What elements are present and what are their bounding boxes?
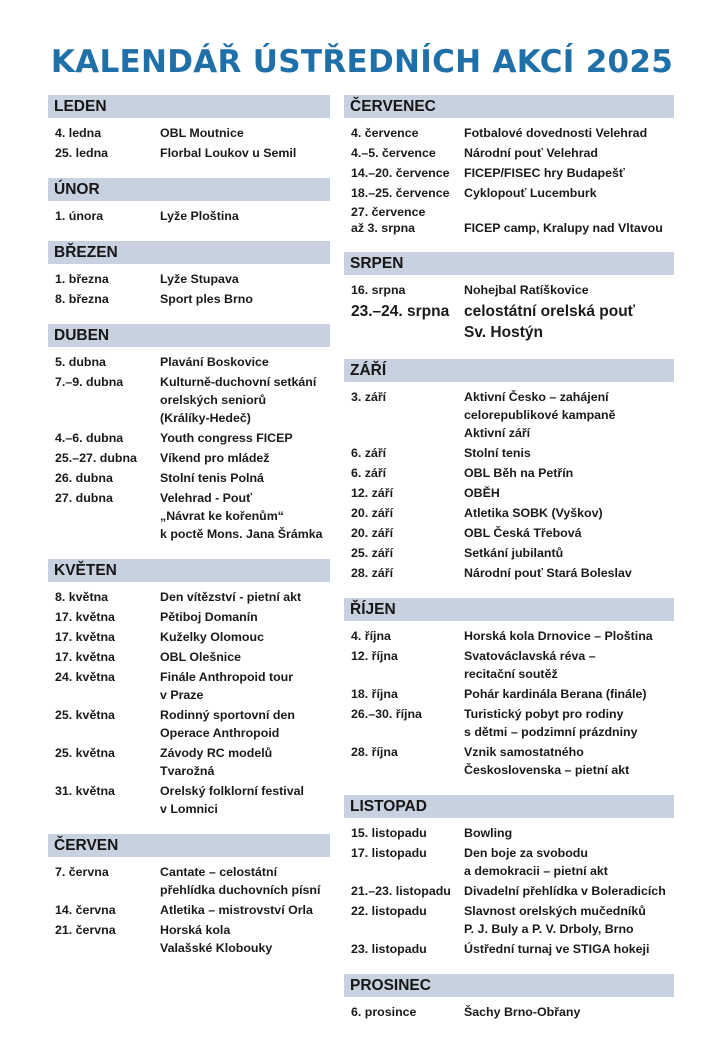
event-name: OBL Olešnice — [160, 650, 242, 664]
page-title: KALENDÁŘ ÚSTŘEDNÍCH AKCÍ 2025 — [50, 44, 674, 80]
event-name: Turistický pobyt pro rodiny s dětmi – podzimní prázdniny — [464, 707, 638, 739]
event-date: 17. května — [55, 610, 115, 624]
event-name: Lyže Ploština — [160, 209, 239, 223]
event-row — [48, 449, 330, 467]
event-row — [344, 564, 674, 582]
event-date: 5. dubna — [55, 355, 106, 369]
event-row — [48, 744, 330, 780]
event-date: 23. listopadu — [351, 942, 427, 956]
event-date: 12. září — [351, 486, 394, 500]
event-date: 1. března — [55, 272, 109, 286]
month-section — [344, 359, 674, 582]
event-date: 4.–5. července — [351, 146, 436, 160]
event-row — [344, 824, 674, 842]
month-section — [344, 95, 674, 236]
event-name: celostátní orelská pouť Sv. Hostýn — [464, 303, 636, 341]
event-row — [344, 388, 674, 442]
event-row — [344, 484, 674, 502]
event-row — [344, 444, 674, 462]
event-name: Cantate – celostátní přehlídka duchovních písní — [160, 865, 321, 897]
event-name: Nohejbal Ratíškovice — [464, 283, 589, 297]
event-row — [48, 290, 330, 308]
event-name: Atletika SOBK (Vyškov) — [464, 506, 603, 520]
event-row — [48, 782, 330, 818]
month-section — [48, 241, 330, 308]
event-date: 17. května — [55, 650, 115, 664]
event-name: Cyklopouť Lucemburk — [464, 186, 597, 200]
event-date: 6. prosince — [351, 1005, 417, 1019]
event-row — [48, 588, 330, 606]
event-date: 12. října — [351, 649, 398, 663]
event-name: Horská kola Valašské Klobouky — [160, 923, 273, 955]
event-name: Setkání jubilantů — [464, 546, 564, 560]
event-date: 14. června — [55, 903, 116, 917]
event-name: Velehrad - Pouť „Návrat ke kořenům“ k poctě Mons. Jana Šrámka — [160, 491, 323, 541]
event-row — [48, 921, 330, 957]
event-row — [344, 627, 674, 645]
month-header: ČERVEN — [48, 834, 330, 857]
event-name: Plavání Boskovice — [160, 355, 269, 369]
event-date: 21. června — [55, 923, 116, 937]
event-name: Divadelní přehlídka v Boleradicích — [464, 884, 666, 898]
event-name: Den vítězství - pietní akt — [160, 590, 302, 604]
month-header: LEDEN — [48, 95, 330, 118]
event-date: 25. září — [351, 546, 394, 560]
event-row — [344, 844, 674, 880]
month-header: SRPEN — [344, 252, 674, 275]
event-name: Slavnost orelských mučedníků P. J. Buly a P. V. Drboly, Brno — [464, 904, 646, 936]
right-column — [344, 95, 674, 1037]
event-row — [48, 353, 330, 371]
event-row — [48, 668, 330, 704]
event-name: Orelský folklorní festival v Lomnici — [160, 784, 304, 816]
month-header: ČERVENEC — [344, 95, 674, 118]
event-name: Finále Anthropoid tour v Praze — [160, 670, 294, 702]
event-row — [344, 204, 674, 236]
event-row — [344, 1003, 674, 1021]
event-row — [344, 164, 674, 182]
event-row — [344, 281, 674, 299]
event-row — [344, 124, 674, 142]
event-name: FICEP camp, Kralupy nad Vltavou — [464, 221, 663, 235]
event-date: 21.–23. listopadu — [351, 884, 451, 898]
event-row — [344, 544, 674, 562]
event-name: Sport ples Brno — [160, 292, 253, 306]
event-name: Aktivní Česko – zahájení celorepublikové kampaně Aktivní září — [464, 390, 616, 440]
month-header: ÚNOR — [48, 178, 330, 201]
month-header: PROSINEC — [344, 974, 674, 997]
event-row — [344, 647, 674, 683]
event-date: 3. září — [351, 390, 387, 404]
event-date: 8. května — [55, 590, 109, 604]
event-row — [48, 863, 330, 899]
event-row — [344, 184, 674, 202]
event-date: 28. září — [351, 566, 394, 580]
event-row — [48, 429, 330, 447]
event-name: Kulturně-duchovní setkání orelských seniorů (Králíky-Hedeč) — [160, 375, 317, 425]
event-date: 22. listopadu — [351, 904, 427, 918]
event-name: OBL Česká Třebová — [464, 526, 582, 540]
event-row — [48, 144, 330, 162]
event-date: 18. října — [351, 687, 398, 701]
event-date: 4. července — [351, 126, 419, 140]
event-name: Atletika – mistrovství Orla — [160, 903, 313, 917]
event-row — [48, 124, 330, 142]
event-date: 25. května — [55, 746, 115, 760]
event-row — [344, 301, 674, 343]
event-date: 20. září — [351, 526, 394, 540]
event-date: 14.–20. července — [351, 166, 450, 180]
month-section — [48, 324, 330, 543]
event-row — [344, 882, 674, 900]
month-section — [344, 598, 674, 779]
event-name: Pětiboj Domanín — [160, 610, 258, 624]
event-date: 17. května — [55, 630, 115, 644]
event-date: 26. dubna — [55, 471, 113, 485]
month-header: ZÁŘÍ — [344, 359, 674, 382]
event-date: 7. června — [55, 865, 109, 879]
month-section — [344, 974, 674, 1021]
event-date: 8. března — [55, 292, 109, 306]
event-name: OBL Moutnice — [160, 126, 244, 140]
event-row — [48, 608, 330, 626]
event-name: Víkend pro mládež — [160, 451, 270, 465]
month-header: KVĚTEN — [48, 559, 330, 582]
event-name: Bowling — [464, 826, 513, 840]
event-name: Lyže Stupava — [160, 272, 239, 286]
event-date: 31. května — [55, 784, 115, 798]
event-date: 1. února — [55, 209, 104, 223]
month-section — [48, 834, 330, 957]
event-name: Stolní tenis Polná — [160, 471, 264, 485]
event-name: FICEP/FISEC hry Budapešť — [464, 166, 625, 180]
event-row — [48, 469, 330, 487]
event-name: Den boje za svobodu a demokracii – pietní akt — [464, 846, 608, 878]
event-date: 6. září — [351, 446, 387, 460]
event-date: 24. května — [55, 670, 115, 684]
event-row — [344, 524, 674, 542]
event-date: 26.–30. října — [351, 707, 422, 721]
event-date: 20. září — [351, 506, 394, 520]
event-date: 28. října — [351, 745, 398, 759]
event-date: 17. listopadu — [351, 846, 427, 860]
event-date: 7.–9. dubna — [55, 375, 124, 389]
event-row — [48, 373, 330, 427]
event-date: 4. října — [351, 629, 391, 643]
event-date: 27. července až 3. srpna — [351, 205, 426, 235]
event-name: Vznik samostatného Československa – pietní akt — [464, 745, 630, 777]
event-name: Florbal Loukov u Semil — [160, 146, 297, 160]
left-column — [48, 95, 330, 973]
month-header: DUBEN — [48, 324, 330, 347]
event-row — [48, 207, 330, 225]
event-date: 25. ledna — [55, 146, 109, 160]
event-name: Kuželky Olomouc — [160, 630, 264, 644]
event-name: Fotbalové dovednosti Velehrad — [464, 126, 648, 140]
event-name: OBL Běh na Petřín — [464, 466, 574, 480]
event-row — [344, 685, 674, 703]
event-row — [48, 901, 330, 919]
event-row — [344, 902, 674, 938]
event-date: 25.–27. dubna — [55, 451, 137, 465]
event-name: Národní pouť Velehrad — [464, 146, 598, 160]
event-name: Rodinný sportovní den Operace Anthropoid — [160, 708, 295, 740]
event-row — [48, 489, 330, 543]
event-name: Šachy Brno-Obřany — [464, 1005, 581, 1019]
event-name: Ústřední turnaj ve STIGA hokeji — [464, 942, 650, 956]
event-name: Stolní tenis — [464, 446, 531, 460]
event-row — [344, 743, 674, 779]
event-date: 23.–24. srpna — [351, 303, 450, 320]
event-name: Pohár kardinála Berana (finále) — [464, 687, 647, 701]
event-row — [48, 706, 330, 742]
event-name: Horská kola Drnovice – Ploština — [464, 629, 653, 643]
month-section — [344, 252, 674, 343]
event-name: OBĚH — [464, 486, 500, 500]
month-section — [48, 559, 330, 818]
event-row — [48, 270, 330, 288]
month-section — [344, 795, 674, 958]
event-date: 27. dubna — [55, 491, 113, 505]
event-date: 18.–25. července — [351, 186, 450, 200]
event-date: 6. září — [351, 466, 387, 480]
event-date: 16. srpna — [351, 283, 406, 297]
event-row — [344, 144, 674, 162]
event-name: Youth congress FICEP — [160, 431, 293, 445]
month-section — [48, 178, 330, 225]
event-name: Národní pouť Stará Boleslav — [464, 566, 632, 580]
event-date: 15. listopadu — [351, 826, 427, 840]
month-section — [48, 95, 330, 162]
event-name: Svatováclavská réva – recitační soutěž — [464, 649, 596, 681]
month-header: BŘEZEN — [48, 241, 330, 264]
event-row — [344, 464, 674, 482]
event-row — [344, 504, 674, 522]
event-date: 4.–6. dubna — [55, 431, 124, 445]
event-row — [344, 940, 674, 958]
event-name: Závody RC modelů Tvarožná — [160, 746, 273, 778]
event-row — [48, 628, 330, 646]
event-row — [344, 705, 674, 741]
month-header: LISTOPAD — [344, 795, 674, 818]
event-date: 4. ledna — [55, 126, 102, 140]
month-header: ŘÍJEN — [344, 598, 674, 621]
event-row — [48, 648, 330, 666]
event-date: 25. května — [55, 708, 115, 722]
